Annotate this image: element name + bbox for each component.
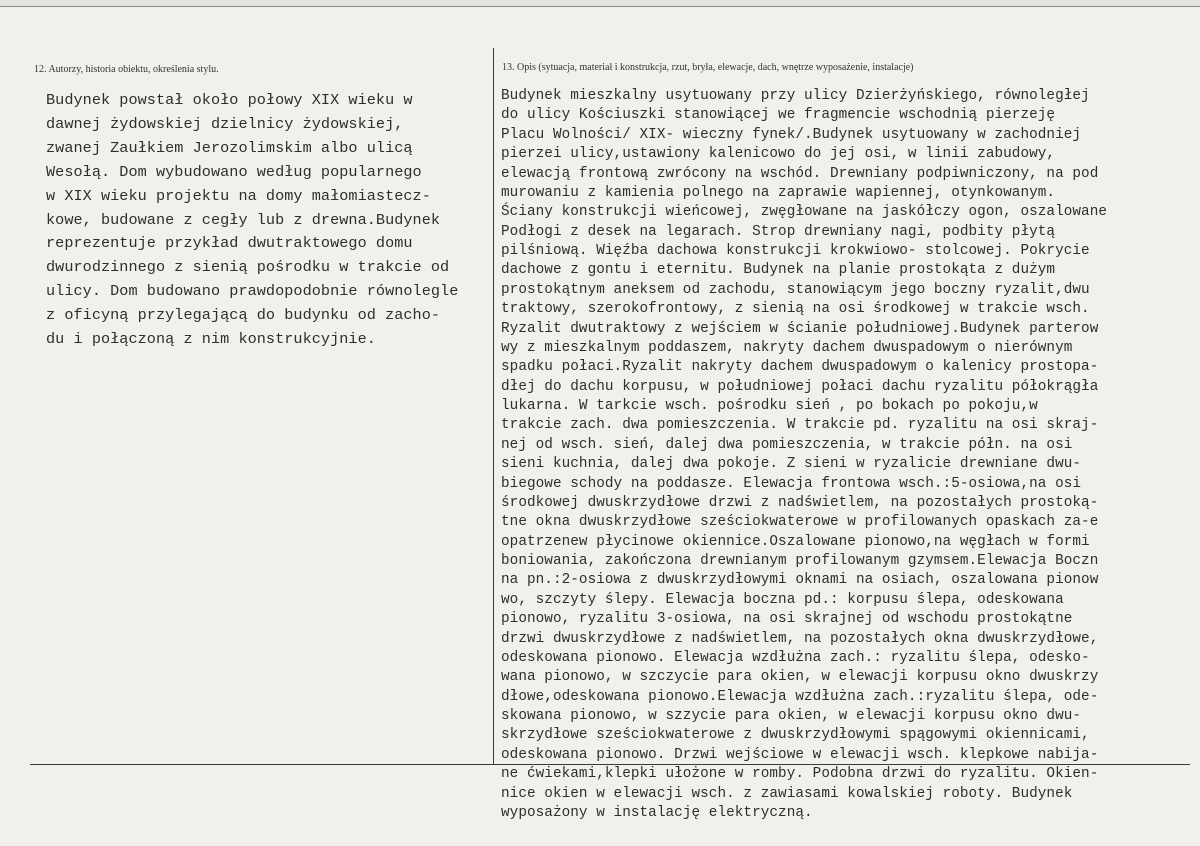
text-line: odeskowana pionowo. Elewacja wzdłużna zach.: ryzalitu ślepa, odesko-: [501, 649, 1090, 666]
text-line: Budynek mieszkalny usytuowany przy ulicy Dzierżyńskiego, równoległej: [501, 88, 1090, 104]
text-line: Wesołą. Dom wybudowano według popularnego: [46, 162, 422, 181]
text-line: biegowe schody na poddasze. Elewacja frontowa wsch.:5-osiowa,na osi: [501, 475, 1082, 492]
section-12-header: 12. Autorzy, historia obiektu, określenia stylu.: [34, 64, 219, 75]
text-line: spadku połaci.Ryzalit nakryty dachem dwuspadowym o kalenicy prostopa-: [501, 359, 1099, 376]
text-line: prostokątnym aneksem od zachodu, stanowiącym jego boczny ryzalit,dwu: [501, 281, 1090, 298]
text-line: Ściany konstrukcji wieńcowej, zwęgłowane na jaskółczy ogon, oszalowane: [501, 204, 1108, 221]
text-line: Ryzalit dwutraktowy z wejściem w ścianie południowej.Budynek parterow: [501, 320, 1099, 337]
text-line: dłowe,odeskowana pionowo.Elewacja wzdłużna zach.:ryzalitu ślepa, ode-: [501, 688, 1099, 705]
section-13-header: 13. Opis (sytuacja, materiał i konstrukcja, rzut, bryła, elewacje, dach, wnętrze wyposażenie, instalacje): [502, 62, 914, 73]
text-line: pierzei ulicy,ustawiony kalenicowo do jej osi, w linii zabudowy,: [501, 146, 1056, 163]
text-line: pionowo, ryzalitu 3-osiowa, na osi skrajnej od wschodu prostokątne: [501, 611, 1073, 628]
text-line: trakcie zach. dwa pomieszczenia. W trakcie pd. ryzalitu na osi skraj-: [501, 417, 1099, 434]
text-line: Placu Wolności/ XIX- wieczny fynek/.Budynek usytuowany w zachodniej: [501, 126, 1082, 143]
text-line: reprezentuje przykład dwutraktowego domu: [46, 234, 413, 253]
text-line: dłej do dachu korpusu, w południowej połaci dachu ryzalitu półokrągła: [501, 378, 1099, 395]
text-line: wy z mieszkalnym poddaszem, nakryty dachem dwuspadowym o nierównym: [501, 339, 1073, 356]
text-line: na pn.:2-osiowa z dwuskrzydłowymi oknami na osiach, oszalowana pionow: [501, 572, 1099, 589]
text-line: zwanej Zaułkiem Jerozolimskim albo ulicą: [46, 138, 413, 157]
text-line: drzwi dwuskrzydłowe z nadświetlem, na pozostałych okna dwuskrzydłowe,: [501, 630, 1099, 647]
text-line: nej od wsch. sień, dalej dwa pomieszczenia, w trakcie półn. na osi: [501, 436, 1073, 453]
text-line: ulicy. Dom budowano prawdopodobnie równolegle: [46, 282, 459, 301]
text-line: z oficyną przylegającą do budynku od zacho-: [46, 306, 441, 325]
text-line: dachowe z gontu i eternitu. Budynek na planie prostokąta z dużym: [501, 262, 1056, 279]
text-line: pilśniową. Więźba dachowa konstrukcji krokwiowo- stolcowej. Pokrycie: [501, 243, 1090, 259]
text-line: elewacją frontową zwrócony na wschód. Drewniany podpiwniczony, na pod: [501, 165, 1099, 182]
text-line: odeskowana pionowo. Drzwi wejściowe w elewacji wsch. klepkowe nabija-: [501, 746, 1099, 763]
text-line: wyposażony w instalację elektryczną.: [501, 804, 813, 821]
text-line: murowaniu z kamienia polnego na zaprawie wapiennej, otynkowanym.: [501, 184, 1056, 201]
text-line: kowe, budowane z cegły lub z drewna.Budynek: [46, 210, 441, 229]
text-line: w XIX wieku projektu na domy małomiastecz-: [46, 186, 431, 205]
text-line: opatrzenew płycinowe okiennice.Oszalowane pionowo,na węgłach w formi: [501, 533, 1090, 550]
text-line: skrzydłowe sześciokwaterowe z dwuskrzydłowymi spągowymi okiennicami,: [501, 727, 1090, 744]
text-line: skowana pionowo, w szzycie para okien, w elewacji korpusu okno dwu-: [501, 708, 1082, 724]
description-text: [501, 87, 1107, 823]
text-line: wana pionowo, w szczycie para okien, w elewacji korpusu okno dwuskrzy: [501, 669, 1099, 686]
text-line: Podłogi z desek na legarach. Strop drewniany nagi, podbity płytą: [501, 223, 1056, 240]
text-line: dwurodzinnego z sienią pośrodku w trakcie od: [46, 258, 450, 277]
text-line: środkowej dwuskrzydłowe drzwi z nadświetlem, na pozostałych prostoką-: [501, 494, 1099, 511]
text-line: tne okna dwuskrzydłowe sześciokwaterowe w profilowanych opaskach za-e: [501, 514, 1099, 531]
text-line: du i połączoną z nim konstrukcyjnie.: [46, 330, 376, 349]
text-line: boniowania, zakończona drewnianym profilowanym gzymsem.Elewacja Boczn: [501, 553, 1099, 569]
text-line: nice okien w elewacji wsch. z zawiasami kowalskiej roboty. Budynek: [501, 785, 1073, 802]
text-line: ne ćwiekami,klepki ułożone w romby. Podobna drzwi do ryzalitu. Okien-: [501, 766, 1099, 783]
top-border: [0, 0, 1200, 7]
history-text: [46, 89, 458, 352]
text-line: do ulicy Kościuszki stanowiącej we fragmencie wschodnią pierzeję: [501, 107, 1056, 124]
text-line: lukarna. W tarkcie wsch. pośrodku sień , po bokach po pokoju,w: [501, 398, 1038, 414]
column-divider: [493, 48, 494, 764]
text-line: traktowy, szerokofrontowy, z sienią na osi środkowej w trakcie wsch.: [501, 301, 1090, 318]
text-line: Budynek powstał około połowy XIX wieku w: [46, 91, 413, 109]
text-line: wo, szczyty ślepy. Elewacja boczna pd.: korpusu ślepa, odeskowana: [501, 591, 1064, 608]
text-line: sieni kuchnia, dalej dwa pokoje. Z sieni w ryzalicie drewniane dwu-: [501, 456, 1082, 473]
text-line: dawnej żydowskiej dzielnicy żydowskiej,: [46, 114, 404, 133]
